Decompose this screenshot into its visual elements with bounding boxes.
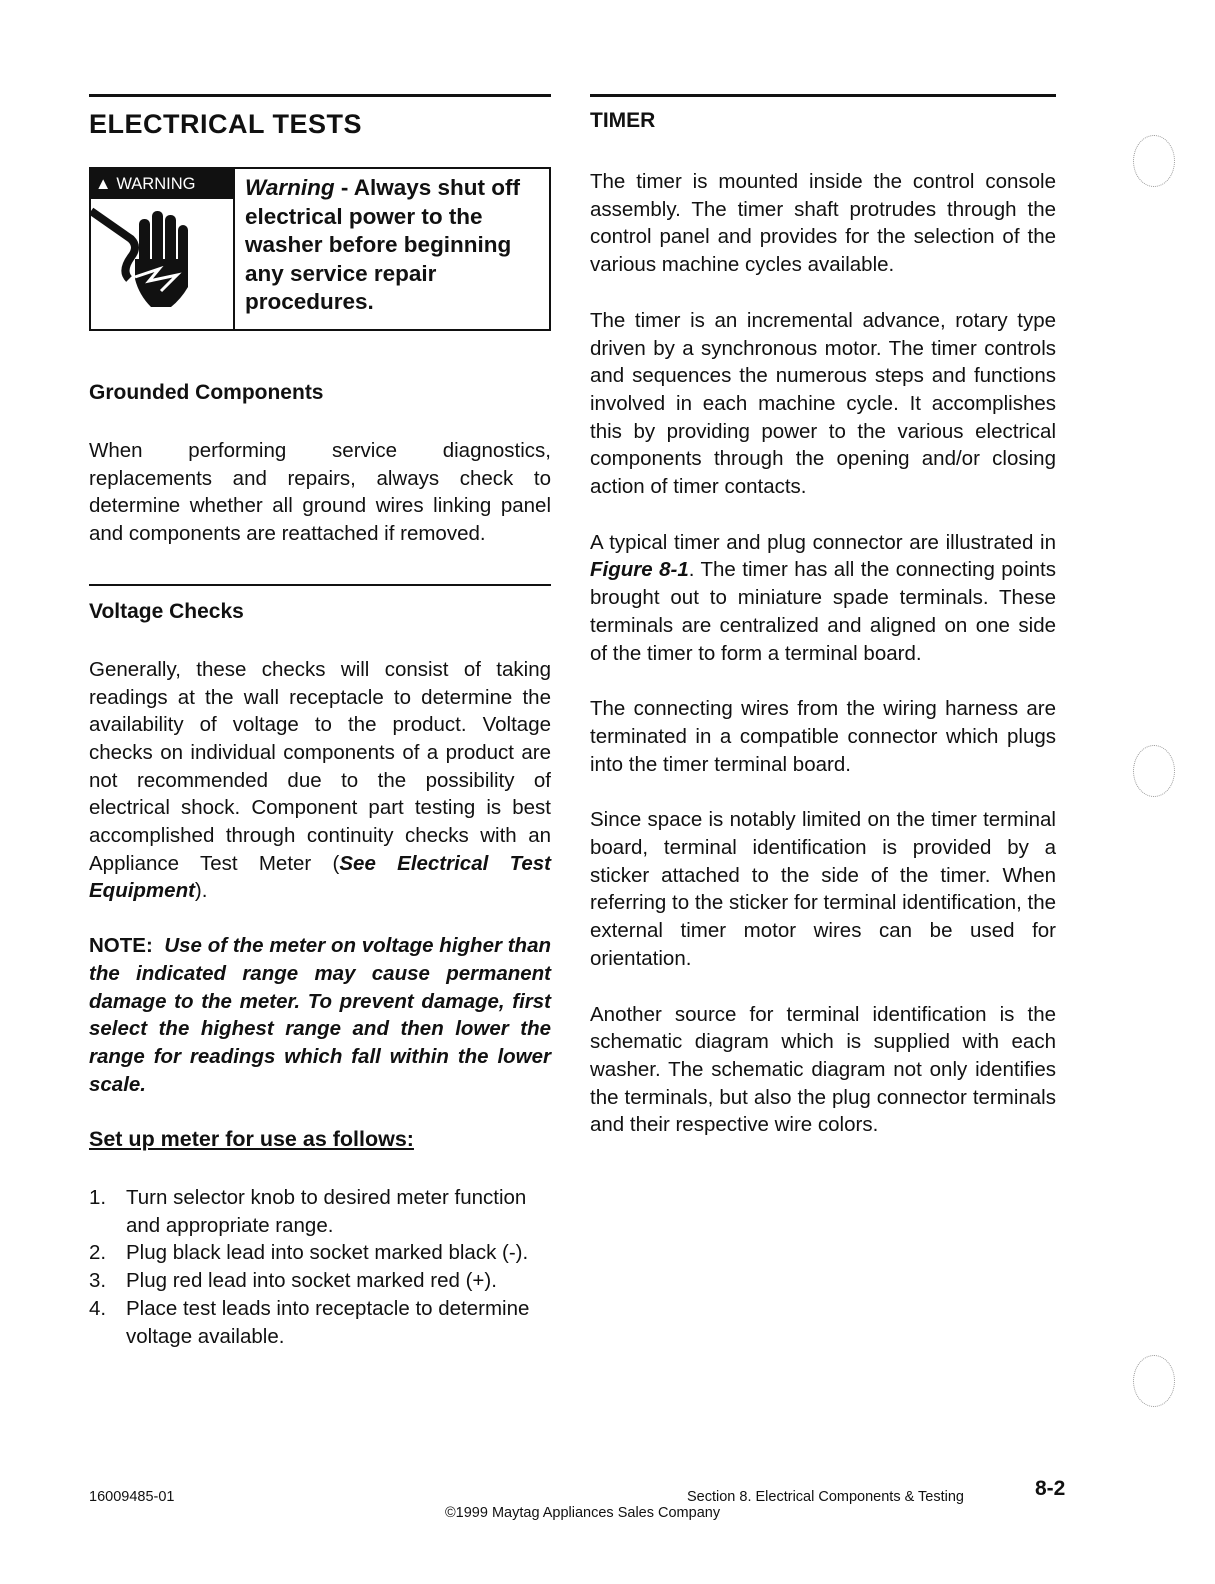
figure-reference: Figure 8-1 xyxy=(590,558,689,582)
list-item: 1. Turn selector knob to desired meter function and appropriate range. xyxy=(89,1186,527,1237)
voltage-checks-heading: Voltage Checks xyxy=(89,599,244,623)
copyright: ©1999 Maytag Appliances Sales Company xyxy=(445,1505,721,1521)
page-number: 8-2 xyxy=(1035,1477,1066,1500)
list-item: 2. Plug black lead into socket marked black (-). xyxy=(89,1241,529,1265)
grounded-components-body: When performing service diagnostics, replacements and repairs, always check to determine whether all ground wires linking panel and components are reattached if removed. xyxy=(89,439,551,546)
binder-hole xyxy=(1133,745,1175,797)
divider xyxy=(89,584,551,586)
left-column xyxy=(89,94,551,1350)
section-rule xyxy=(590,94,1056,97)
binder-hole xyxy=(1133,1355,1175,1407)
voltage-checks-body: Generally, these checks will consist of taking readings at the wall receptacle to determine the availability of voltage to the product. Voltage checks on individual components of a product are not recommended due to the possibility of electrical shock. Component part testing is best accomplished through continuity checks with an Appliance Test Meter (See Electrical Test Equipment). xyxy=(89,657,551,903)
grounded-components-heading: Grounded Components xyxy=(89,381,324,404)
electrical-test-equipment-reference: See Electrical Test Equipment xyxy=(89,851,551,903)
warning-triangle-icon: ▲ xyxy=(95,174,112,193)
warning-box xyxy=(89,167,551,331)
setup-heading: Set up meter for use as follows: xyxy=(89,1127,414,1152)
section-rule xyxy=(89,94,551,97)
warning-message: Warning - Always shut off electrical power to the washer before beginning any service repair procedures. xyxy=(245,175,521,314)
timer-paragraph: A typical timer and plug connector are illustrated in Figure 8-1. The timer has all the connecting points brought out to miniature spade terminals. These terminals are centralized and aligned on one side of the timer to form a terminal board. xyxy=(590,530,1057,665)
timer-paragraph: The connecting wires from the wiring harness are terminated in a compatible connector which plugs into the timer terminal board. xyxy=(590,697,1056,776)
timer-paragraph: Another source for terminal identification is the schematic diagram which is supplied with each washer. The schematic diagram not only identifies the terminals, but also the plug connector terminals and their respective wire colors. xyxy=(590,1002,1056,1137)
section-title: ELECTRICAL TESTS xyxy=(89,109,363,139)
setup-steps-list xyxy=(89,1184,551,1350)
right-column xyxy=(590,94,1056,1139)
section-footer: Section 8. Electrical Components & Testing xyxy=(687,1489,964,1505)
list-item: 4. Place test leads into receptacle to determine voltage available. xyxy=(89,1296,530,1348)
note-block: NOTE: Use of the meter on voltage higher than the indicated range may cause permanent damage to the meter. To prevent damage, first select the highest range and then lower the range for readings which fall within the lower scale. xyxy=(89,934,551,1096)
timer-paragraph: The timer is mounted inside the control console assembly. The timer shaft protrudes through the control panel and provides for the selection of the various machine cycles available. xyxy=(590,170,1056,277)
electric-shock-hand-icon xyxy=(91,199,233,329)
list-item: 3. Plug red lead into socket marked red (+). xyxy=(89,1269,497,1293)
warning-label: ▲ WARNING xyxy=(91,169,233,199)
binder-hole xyxy=(1133,135,1175,187)
timer-paragraph: The timer is an incremental advance, rotary type driven by a synchronous motor. The timer controls and sequences the numerous steps and functions involved in each machine cycle. It accomplishes this by providing power to the various electrical components through the opening and/or closing action of timer contacts. xyxy=(590,308,1056,499)
document-number: 16009485-01 xyxy=(89,1489,175,1505)
timer-paragraph: Since space is notably limited on the timer terminal board, terminal identification is provided by a sticker attached to the side of the timer. When referring to the sticker for terminal identification, the external timer motor wires can be used for orientation. xyxy=(590,808,1057,970)
timer-title: TIMER xyxy=(590,109,656,132)
warning-graphic xyxy=(91,169,235,329)
